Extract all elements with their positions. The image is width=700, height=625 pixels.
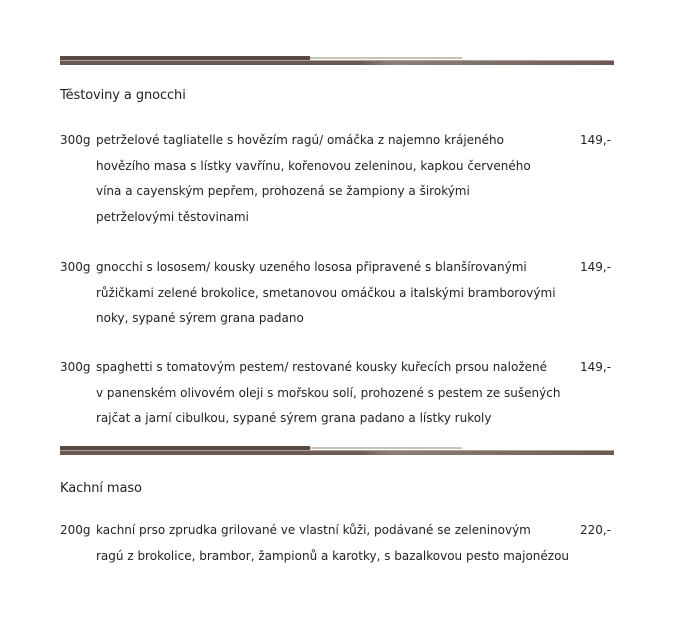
section-divider-top bbox=[60, 56, 614, 66]
item-description: kachní prso zprudka grilované ve vlastní kůži, podávané se zeleninovým ragú z brokolice, brambor, žampionů a karotky, s bazalkovou pesto majonézou bbox=[96, 523, 570, 563]
item-description: spaghetti s tomatovým pestem/ restované kousky kuřecích prsou naložené v panenském olivovém oleji s mořskou solí, prohozené s pestem ze sušených rajčat a jarní cibulkou, sypané sýrem grana padano a lístky rukoly bbox=[96, 360, 561, 425]
item-price: 149,- bbox=[580, 360, 612, 374]
item-weight: 300g bbox=[60, 133, 91, 147]
item-price: 149,- bbox=[580, 133, 612, 147]
item-price: 149,- bbox=[580, 260, 612, 274]
item-description: petrželové tagliatelle s hovězím ragú/ omáčka z najemno krájeného hovězího masa s lístky vavřínu, kořenovou zeleninou, kapkou červeného vína a cayenským pepřem, prohozená se žampiony a širokými petrželovými těstovinami bbox=[96, 133, 531, 224]
item-price: 220,- bbox=[580, 523, 612, 537]
item-weight: 200g bbox=[60, 523, 91, 537]
section-divider-middle bbox=[60, 446, 614, 456]
item-weight: 300g bbox=[60, 260, 91, 274]
item-description: gnocchi s lososem/ kousky uzeného lososa připravené s blanšírovanými růžičkami zelené brokolice, smetanovou omáčkou a italskými bramborovými noky, sypané sýrem grana padano bbox=[96, 260, 556, 325]
section-title-duck: Kachní maso bbox=[60, 481, 142, 496]
section-title-pasta: Těstoviny a gnocchi bbox=[60, 88, 186, 103]
item-weight: 300g bbox=[60, 360, 91, 374]
